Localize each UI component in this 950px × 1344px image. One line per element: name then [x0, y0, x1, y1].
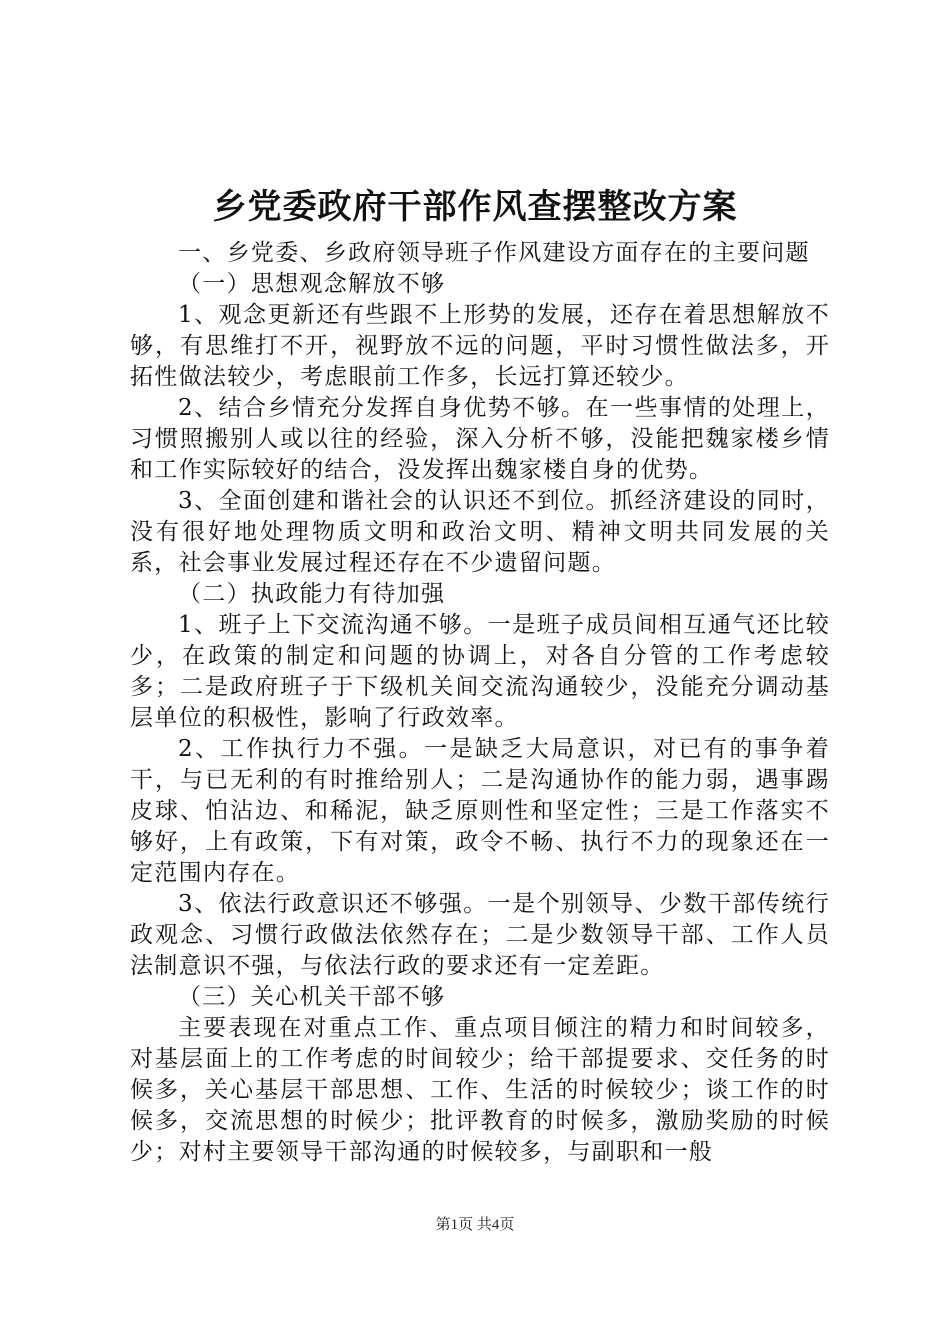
body-paragraph: 1、班子上下交流沟通不够。一是班子成员间相互通气还比较少，在政策的制定和问题的协调上，对各自分管的工作考虑较多；二是政府班子于下级机关间交流沟通较少，没能充分调动基层单位的积极性，影响了行政效率。 [130, 612, 830, 731]
body-paragraph: 主要表现在对重点工作、重点项目倾注的精力和时间较多，对基层面上的工作考虑的时间较少；给干部提要求、交任务的时候多，关心基层干部思想、工作、生活的时候较少；谈工作的时候多，交流思想的时候少；批评教育的时候多，激励奖励的时候少；对村主要领导干部沟通的时候较多，与副职和一般 [130, 1015, 830, 1165]
document-title: 乡党委政府干部作风查摆整改方案 [212, 187, 738, 227]
section-title: 一、乡党委、乡政府领导班子作风建设方面存在的主要问题 [178, 240, 810, 266]
subsection-heading: （一）思想观念解放不够 [178, 271, 446, 297]
subsection-heading: （二）执政能力有待加强 [178, 581, 446, 607]
page-number-footer: 第1页 共4页 [435, 1217, 515, 1233]
body-paragraph: 2、结合乡情充分发挥自身优势不够。在一些事情的处理上，习惯照搬别人或以往的经验，深入分析不够，没能把魏家楼乡情和工作实际较好的结合，没发挥出魏家楼自身的优势。 [130, 395, 830, 483]
body-paragraph: 3、全面创建和谐社会的认识还不到位。抓经济建设的同时，没有很好地处理物质文明和政治文明、精神文明共同发展的关系，社会事业发展过程还存在不少遗留问题。 [130, 488, 830, 576]
body-paragraph: 3、依法行政意识还不够强。一是个别领导、少数干部传统行政观念、习惯行政做法依然存在；二是少数领导干部、工作人员法制意识不强，与依法行政的要求还有一定差距。 [130, 891, 830, 979]
document-body [130, 238, 830, 1168]
subsection-heading: （三）关心机关干部不够 [178, 984, 446, 1010]
body-paragraph: 1、观念更新还有些跟不上形势的发展，还存在着思想解放不够，有思维打不开，视野放不远的问题，平时习惯性做法多，开拓性做法较少，考虑眼前工作多，长远打算还较少。 [130, 302, 830, 390]
body-paragraph: 2、工作执行力不强。一是缺乏大局意识，对已有的事争着干，与已无利的有时推给别人；二是沟通协作的能力弱，遇事踢皮球、怕沾边、和稀泥，缺乏原则性和坚定性；三是工作落实不够好，上有政策，下有对策，政令不畅、执行不力的现象还在一定范围内存在。 [130, 736, 830, 886]
